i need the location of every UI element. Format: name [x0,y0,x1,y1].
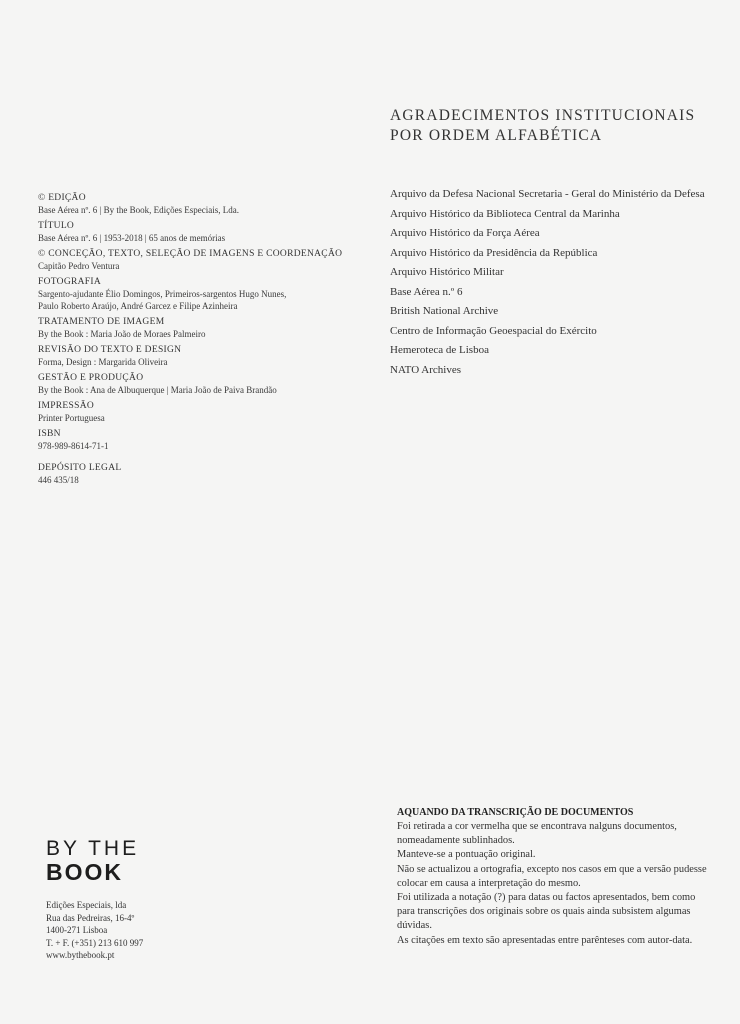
transcription-heading: AQUANDO DA TRANSCRIÇÃO DE DOCUMENTOS [397,807,634,818]
edition-section [38,192,358,216]
isbn-value: 978-989-8614-71-1 [38,441,109,451]
logo-line-2: BOOK [46,859,123,885]
image-treatment-value: By the Book : Maria João de Moraes Palmeiro [38,329,206,339]
transcription-line: colocar em causa a interpretação do mesmo. [397,877,581,889]
legal-deposit-value: 446 435/18 [38,475,79,485]
management-section [38,372,358,396]
logo-line-1: BY THE [46,837,140,860]
title-section [38,220,358,244]
acknowledgements-title-line-1: AGRADECIMENTOS INSTITUCIONAIS [390,107,696,124]
edition-label: © EDIÇÃO [38,193,86,203]
revision-label: REVISÃO DO TEXTO E DESIGN [38,345,182,355]
address-line-1: Edições Especiais, lda [46,900,127,910]
conception-value: Capitão Pedro Ventura [38,261,120,271]
transcription-line: Não se actualizou a ortografia, excepto nos casos em que a versão pudesse [397,863,707,875]
colophon [38,192,358,490]
transcription-line: nomeadamente sublinhados. [397,835,515,847]
address-website: www.bythebook.pt [46,950,115,961]
conception-label: © CONCEÇÃO, TEXTO, SELEÇÃO DE IMAGENS E COORDENAÇÃO [38,249,343,259]
transcription-line: Foi utilizada a notação (?) para datas ou factos apresentados, bem como [397,892,696,904]
transcription-line: dúvidas. [397,920,432,932]
list-item: British National Archive [390,305,499,317]
list-item: NATO Archives [390,363,461,376]
title-value: Base Aérea nº. 6 | 1953-2018 | 65 anos de memórias [38,233,226,243]
acknowledgements-list [390,185,730,380]
photography-section [38,276,358,312]
photography-value-1: Sargento-ajudante Élio Domingos, Primeiros-sargentos Hugo Nunes, [38,289,287,299]
legal-deposit-label: DEPÓSITO LEGAL [38,463,122,473]
list-item: Arquivo Histórico Militar [390,266,504,278]
address-line-4: T. + F. (+351) 213 610 997 [46,937,144,948]
acknowledgements-title-line-2: POR ORDEM ALFABÉTICA [390,127,603,144]
transcription-notes [397,806,732,948]
photography-value-2: Paulo Roberto Araújo, André Garcez e Filipe Azinheira [38,301,238,311]
address-line-2: Rua das Pedreiras, 16-4º [46,912,135,923]
list-item: Base Aérea n.º 6 [390,285,463,298]
edition-value: Base Aérea nº. 6 | By the Book, Edições Especiais, Lda. [38,205,240,215]
revision-section [38,344,358,368]
list-item: Hemeroteca de Lisboa [390,344,489,356]
list-item: Centro de Informação Geoespacial do Exército [390,324,597,337]
printing-value: Printer Portuguesa [38,413,105,423]
list-item: Arquivo Histórico da Biblioteca Central da Marinha [390,207,620,220]
photography-label: FOTOGRAFIA [38,277,102,287]
list-item: Arquivo Histórico da Presidência da República [390,246,598,259]
isbn-section [38,428,358,452]
image-treatment-label: TRATAMENTO DE IMAGEM [38,317,165,327]
transcription-line: Manteve-se a pontuação original. [397,849,536,861]
list-item: Arquivo da Defesa Nacional Secretaria - Geral do Ministério da Defesa [390,188,705,200]
revision-value: Forma, Design : Margarida Oliveira [38,357,168,367]
address-line-3: 1400-271 Lisboa [46,925,108,936]
printing-section [38,400,358,424]
publisher-logo [46,838,166,884]
transcription-line: Foi retirada a cor vermelha que se encontrava nalguns documentos, [397,821,677,832]
isbn-label: ISBN [38,429,61,439]
conception-section [38,248,358,272]
management-label: GESTÃO E PRODUÇÃO [38,373,144,383]
publisher-address [46,899,246,962]
acknowledgements-title [390,106,730,146]
legal-deposit-section [38,462,358,486]
printing-label: IMPRESSÃO [38,401,95,411]
transcription-line: As citações em texto são apresentadas entre parênteses com autor-data. [397,934,693,946]
list-item: Arquivo Histórico da Força Aérea [390,227,540,239]
transcription-line: para transcrições dos originais sobre os quais ainda subsistem algumas [397,906,691,918]
image-treatment-section [38,316,358,340]
management-value: By the Book : Ana de Albuquerque | Maria João de Paiva Brandão [38,385,277,395]
title-label: TÍTULO [38,221,75,231]
